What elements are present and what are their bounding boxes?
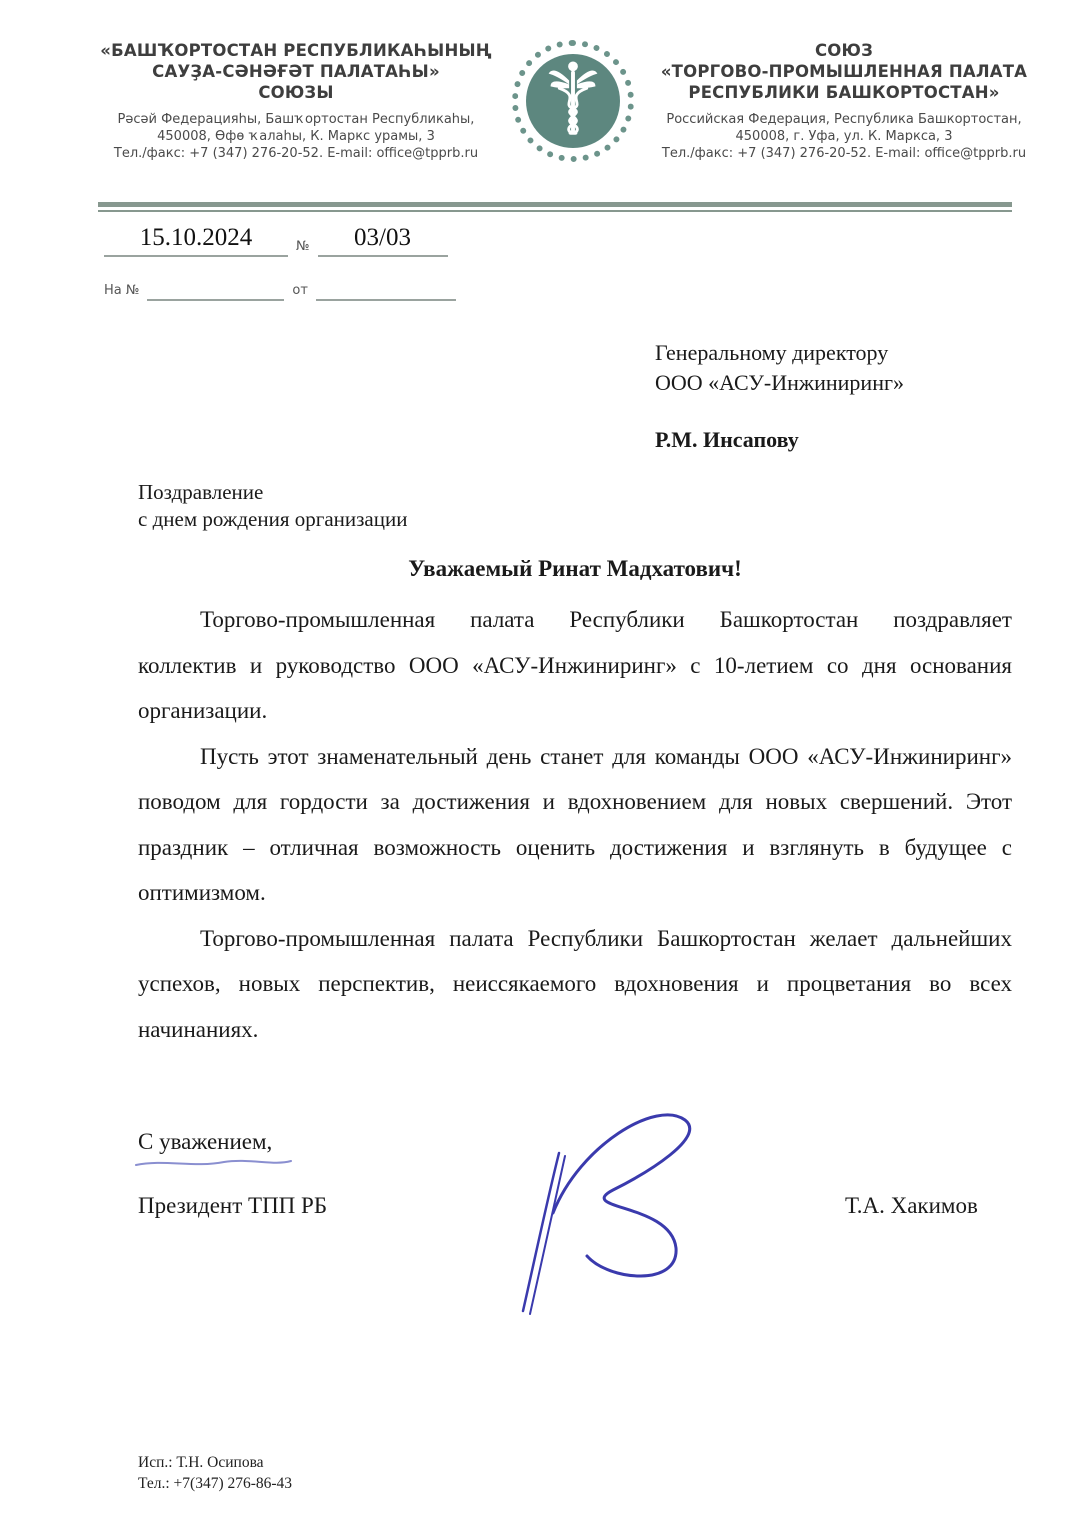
closing-regards: С уважением, [138, 1129, 273, 1154]
number-label: № [296, 239, 310, 254]
address-line: 450008, г. Уфа, ул. К. Маркса, 3 [735, 129, 953, 144]
address-line: Тел./факс: +7 (347) 276-20-52. E-mail: office@tpprb.ru [661, 146, 1027, 161]
recipient-position: Генеральному директору [655, 340, 889, 365]
org-title-line: «БАШҠОРТОСТАН РЕСПУБЛИКАҺЫНЫҢ [100, 41, 492, 60]
executor-phone: Тел.: +7(347) 276-86-43 [138, 1475, 293, 1492]
signer-name: Т.А. Хакимов [845, 1193, 978, 1218]
divider-thin-line [98, 210, 1012, 212]
reference-block [104, 224, 1018, 301]
emblem-circle [526, 54, 620, 148]
subject-line: с днем рождения организации [138, 507, 408, 531]
org-title-line: «ТОРГОВО-ПРОМЫШЛЕННАЯ ПАЛАТА [660, 62, 1028, 81]
body-paragraph: Торгово-промышленная палата Республики Башкортостан желает дальнейших успехов, новых перспектив, неиссякаемого вдохновения и процветания во всех начинаниях. [138, 925, 1012, 1042]
letterhead-right [650, 40, 1038, 162]
recipient-company: ООО «АСУ-Инжиниринг» [655, 370, 904, 395]
reply-number-blank [147, 279, 284, 301]
recipient-block [655, 338, 904, 455]
chamber-emblem [512, 40, 634, 162]
footer-block [138, 1452, 292, 1494]
reference-row-date [104, 224, 1018, 257]
org-title-bashkir [92, 40, 500, 103]
header-divider [98, 202, 1012, 212]
address-line: 450008, Өфө ҡалаһы, К. Маркс урамы, 3 [157, 129, 435, 144]
address-line: Рәсәй Федерацияһы, Башҡортостан Республикаһы, [117, 112, 475, 127]
org-address-bashkir [92, 111, 500, 162]
org-title-russian [650, 40, 1038, 103]
address-line: Тел./факс: +7 (347) 276-20-52. E-mail: office@tpprb.ru [113, 146, 479, 161]
org-title-line: СОЮЗЫ [258, 83, 334, 102]
letterhead-left [92, 40, 500, 162]
body-paragraph: Торгово-промышленная палата Республики Башкортостан поздравляет коллектив и руководство ООО «АСУ-Инжиниринг» с 10-летием со дня основания организации. [138, 607, 1012, 723]
letter-date: 15.10.2024 [104, 224, 288, 257]
org-title-line: САУҘА-СӘНӘҒӘТ ПАЛАТАҺЫ» [152, 62, 440, 81]
reference-row-reply [104, 279, 1018, 301]
org-address-russian [650, 111, 1038, 162]
recipient-name: Р.М. Инсапову [655, 427, 799, 452]
org-title-line: СОЮЗ [814, 41, 874, 60]
salutation: Уважаемый Ринат Мадхатович! [408, 556, 742, 581]
subject-block [138, 479, 407, 533]
reply-label: На № [104, 283, 140, 298]
pen-underline-stroke [134, 1156, 294, 1175]
letter-number: 03/03 [318, 224, 448, 257]
body-paragraph: Пусть этот знаменательный день станет для команды ООО «АСУ-Инжиниринг» поводом для гордости за достижения и вдохновением для новых свершений. Этот праздник – отличная возможность оценить достижения и взглянуть в будущее с оптимизмом. [138, 743, 1012, 905]
org-title-line: РЕСПУБЛИКИ БАШКОРТОСТАН» [688, 83, 1000, 102]
signer-position: Президент ТПП РБ [138, 1193, 328, 1218]
reply-date-blank [316, 279, 456, 301]
handwritten-signature [505, 1093, 715, 1328]
executor-line: Исп.: Т.Н. Осипова [138, 1454, 264, 1471]
address-line: Российская Федерация, Республика Башкортостан, [666, 112, 1022, 127]
letter-body [138, 597, 1012, 1052]
subject-line: Поздравление [138, 480, 264, 504]
from-label: от [292, 283, 308, 298]
caduceus-icon [542, 59, 604, 144]
divider-thick-line [98, 202, 1012, 207]
